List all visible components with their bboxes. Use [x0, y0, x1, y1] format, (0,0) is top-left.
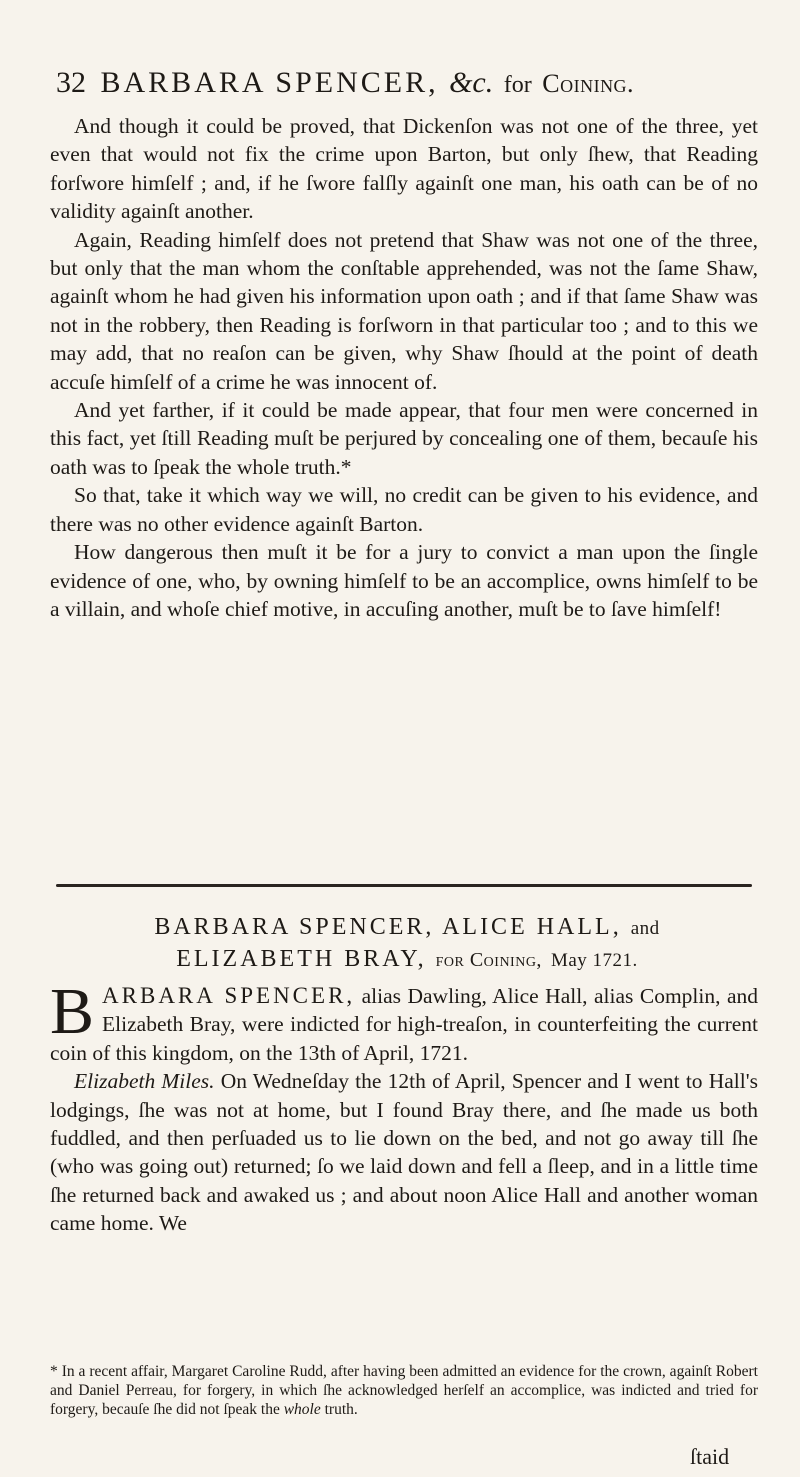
footnote-emphasis: whole [283, 1401, 321, 1418]
paragraph: And yet farther, if it could be made appear, that four men were concerned in this fact, yet ſtill Reading muſt be perjured by concealing one of them, becauſe his oath was to ſpeak the whole truth.* [50, 398, 758, 479]
case-text [50, 975, 758, 1238]
case-heading-and: and [630, 918, 660, 939]
running-head-title: BARBARA SPENCER, [100, 66, 439, 99]
case-intro [50, 975, 758, 1067]
case-heading-date: May 1721. [550, 950, 638, 971]
footnote-text-before: * In a recent affair, Margaret Caroline Rudd, after having been admitted an evidence for the crown, againſt Robert and Daniel Perreau, for forgery, in which ſhe acknowledged herſelf an accomplice, was indicted and tried for forgery, becauſe ſhe did not ſpeak the [50, 1363, 758, 1418]
page-number: 32 [56, 66, 86, 99]
running-head [56, 66, 756, 100]
case-heading [52, 912, 762, 976]
drop-cap: B [50, 975, 95, 1048]
case-intro-text: alias Dawling, Alice Hall, alias Complin, and Elizabeth Bray, were indicted for high-treaſon, in counterfeiting the current coin of this kingdom, on the 13th of April, 1721. [50, 984, 758, 1065]
case-intro-caps: ARBARA SPENCER, [102, 983, 356, 1008]
section-divider-rule [56, 884, 752, 887]
witness-name: Elizabeth Miles. [74, 1069, 215, 1094]
argument-text [50, 112, 758, 623]
case-heading-line2: ELIZABETH BRAY, [176, 946, 427, 972]
footnote [50, 1362, 758, 1419]
paragraph: So that, take it which way we will, no credit can be given to his evidence, and there was no other evidence againſt Barton. [50, 483, 758, 536]
running-head-coining: Coining. [542, 69, 635, 98]
testimony [50, 1067, 758, 1237]
case-heading-line1: BARBARA SPENCER, ALICE HALL, [154, 914, 622, 940]
footnote-text-after: truth. [320, 1401, 358, 1418]
case-heading-for-coining: for Coining, [435, 949, 542, 971]
testimony-text: On Wedneſday the 12th of April, Spencer and I went to Hall's lodgings, ſhe was not at home, but I found Bray there, and ſhe made us both fuddled, and then perſuaded us to lie down on the bed, and not go away till ſhe (who was going out) returned; ſo we laid down and fell a ſleep, and in a little time ſhe returned back and awaked us ; and about noon Alice Hall and another woman came home. We [50, 1069, 758, 1236]
catchword: ſtaid [690, 1444, 730, 1469]
paragraph: Again, Reading himſelf does not pretend that Shaw was not one of the three, but only that the man whom the conſtable apprehended, was not the ſame Shaw, againſt whom he had given his information upon oath ; and if that ſame Shaw was not in the robbery, then Reading is forſworn in that particular too ; and to this we may add, that no reaſon can be given, why Shaw ſhould at the point of death accuſe himſelf of a crime he was innocent of. [50, 227, 758, 394]
paragraph: And though it could be proved, that Dickenſon was not one of the three, yet even that would not fix the crime upon Barton, but only ſhew, that Reading forſwore himſelf ; and, if he ſwore falſly againſt one man, his oath can be of no validity againſt another. [50, 114, 758, 224]
running-head-etc: &c. [449, 66, 494, 99]
paragraph: How dangerous then muſt it be for a jury to convict a man upon the ſingle evidence of one, who, by owning himſelf to be an accomplice, owns himſelf to be a villain, and whoſe chief motive, in accuſing another, muſt be to ſave himſelf! [50, 540, 758, 621]
running-head-for: for [503, 72, 532, 98]
